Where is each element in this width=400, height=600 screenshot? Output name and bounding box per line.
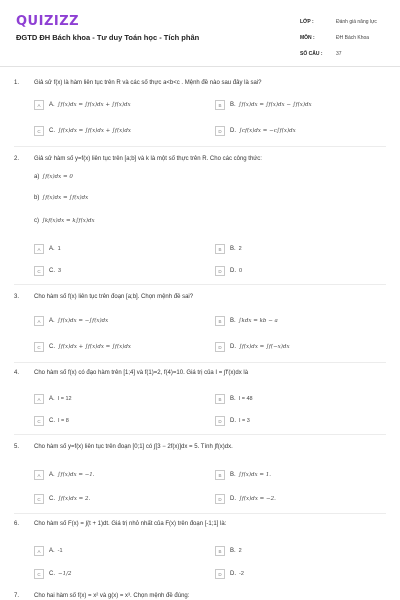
option-expr: ∫f(x)dx + ∫f(x)dx = ∫f(x)dx <box>58 344 131 350</box>
option-key-box: B <box>215 394 225 404</box>
option-key-box: A <box>34 316 44 326</box>
option-expr: I = 12 <box>57 396 72 402</box>
question-text: Giả sử hàm số y=f(x) liên tục trên [a;b] và k là một số thực trên R. Cho các công thức: <box>34 156 262 162</box>
option-1b[interactable] <box>215 100 312 110</box>
option-key-box: A <box>34 394 44 404</box>
option-label: B. <box>230 318 236 324</box>
option-expr: 0 <box>239 268 243 274</box>
option-6a[interactable] <box>34 546 63 556</box>
option-label: D. <box>230 268 236 274</box>
option-key-box: B <box>215 316 225 326</box>
question-text: Cho hàm số F(x) = ∫(t + 1)dt. Giá trị nhỏ nhất của F(x) trên đoạn [-1;1] là: <box>34 521 227 527</box>
option-expr: -2 <box>239 571 244 577</box>
option-expr: -1 <box>57 548 63 554</box>
option-5d[interactable] <box>215 494 276 504</box>
option-expr: 1 <box>57 246 61 252</box>
option-4b[interactable] <box>215 394 253 404</box>
statement-b <box>34 195 88 201</box>
option-label: D. <box>230 571 236 577</box>
option-label: A. <box>49 102 55 108</box>
worksheet-meta <box>300 14 377 62</box>
option-label: D. <box>230 496 236 502</box>
option-2b[interactable] <box>215 244 242 254</box>
header-divider <box>0 66 400 67</box>
option-6c[interactable] <box>34 569 71 579</box>
option-5a[interactable] <box>34 470 95 480</box>
meta-count-row <box>300 46 377 62</box>
option-3d[interactable] <box>215 342 290 352</box>
option-expr: I = 48 <box>238 396 253 402</box>
option-expr: ∫f(x)dx = 1. <box>238 472 271 478</box>
option-label: A. <box>49 472 55 478</box>
option-6b[interactable] <box>215 546 242 556</box>
option-2c[interactable] <box>34 266 61 276</box>
option-label: B. <box>230 472 236 478</box>
meta-label: MÔN : <box>300 35 315 41</box>
question-text: Giả sử f(x) là hàm liên tục trên R và các số thực a<b<c . Mệnh đề nào sau đây là sai? <box>34 80 262 86</box>
option-key-box: D <box>215 266 225 276</box>
option-expr: ∫f(x)dx = ∫f(x)dx + ∫f(x)dx <box>57 102 131 108</box>
question-number: 2. <box>14 156 20 162</box>
question-number: 6. <box>14 521 20 527</box>
option-key-box: B <box>215 470 225 480</box>
option-key-box: C <box>34 266 44 276</box>
question-separator <box>14 146 386 147</box>
option-label: B. <box>230 246 236 252</box>
option-4d[interactable] <box>215 416 250 426</box>
statement-label: a) <box>34 174 40 180</box>
option-expr: I = 8 <box>58 418 69 424</box>
option-label: C. <box>49 128 55 134</box>
option-1a[interactable] <box>34 100 131 110</box>
meta-value: ĐH Bách Khoa <box>336 35 370 41</box>
option-label: D. <box>230 344 236 350</box>
option-label: B. <box>230 396 236 402</box>
question-text: Cho hai hàm số f(x) = x² và g(x) = x³. Chọn mệnh đề đúng: <box>34 593 190 599</box>
option-expr: ∫f(x)dx = ∫f(x)dx − ∫f(x)dx <box>238 102 312 108</box>
option-expr: 3 <box>58 268 62 274</box>
option-key-box: A <box>34 244 44 254</box>
option-5b[interactable] <box>215 470 271 480</box>
option-3a[interactable] <box>34 316 108 326</box>
option-label: A. <box>49 318 55 324</box>
option-key-box: D <box>215 494 225 504</box>
meta-value: 37 <box>336 51 342 57</box>
statement-c <box>34 218 95 224</box>
option-5c[interactable] <box>34 494 90 504</box>
option-key-box: B <box>215 546 225 556</box>
option-4c[interactable] <box>34 416 69 426</box>
option-4a[interactable] <box>34 394 72 404</box>
option-key-box: D <box>215 569 225 579</box>
option-key-box: A <box>34 100 44 110</box>
option-expr: ∫f(x)dx = −1. <box>57 472 95 478</box>
meta-class-row <box>300 14 377 30</box>
option-label: C. <box>49 344 55 350</box>
meta-value: Đánh giá năng lực <box>336 19 377 25</box>
option-key-box: B <box>215 244 225 254</box>
option-expr: I = 3 <box>239 418 250 424</box>
question-number: 3. <box>14 294 20 300</box>
option-key-box: A <box>34 470 44 480</box>
option-label: B. <box>230 548 236 554</box>
question-text: Cho hàm số y=f(x) liên tục trên đoạn [0;1] có ∫[3 − 2f(x)]dx = 5. Tính ∫f(x)dx. <box>34 444 233 450</box>
option-label: A. <box>49 246 55 252</box>
question-text: Cho hàm số f(x) có đạo hàm trên [1;4] và f(1)=2, f(4)=10. Giá trị của I = ∫f′(x)dx là <box>34 370 249 376</box>
option-key-box: D <box>215 126 225 136</box>
statement-expr: ∫f(x)dx = 0 <box>42 174 73 180</box>
option-expr: 2 <box>238 548 242 554</box>
option-label: C. <box>49 268 55 274</box>
option-label: D. <box>230 128 236 134</box>
option-expr: 2 <box>238 246 242 252</box>
option-label: C. <box>49 496 55 502</box>
option-key-box: B <box>215 100 225 110</box>
option-label: C. <box>49 418 55 424</box>
option-key-box: C <box>34 342 44 352</box>
option-label: A. <box>49 396 55 402</box>
option-expr: ∫kdx = kb − a <box>238 318 278 324</box>
option-expr: ∫f(x)dx = ∫f(x)dx + ∫f(x)dx <box>58 128 131 134</box>
option-expr: ∫f(x)dx = −2. <box>239 496 276 502</box>
question-number: 4. <box>14 370 20 376</box>
question-separator <box>14 434 386 435</box>
question-separator <box>14 513 386 514</box>
option-expr: ∫f(x)dx = ∫f(−x)dx <box>239 344 290 350</box>
question-text: Cho hàm số f(x) liên tục trên đoạn [a;b]. Chọn mệnh đề sai? <box>34 294 194 300</box>
option-key-box: C <box>34 494 44 504</box>
worksheet-header <box>0 0 400 70</box>
option-key-box: C <box>34 416 44 426</box>
option-1c[interactable] <box>34 126 131 136</box>
option-3b[interactable] <box>215 316 278 326</box>
option-key-box: D <box>215 342 225 352</box>
option-label: C. <box>49 571 55 577</box>
option-key-box: C <box>34 569 44 579</box>
meta-label: SỐ CÂU : <box>300 51 323 57</box>
statement-expr: ∫kf(x)dx = k∫f(x)dx <box>42 218 95 224</box>
meta-subject-row <box>300 30 377 46</box>
option-1d[interactable] <box>215 126 296 136</box>
option-expr: −1/2 <box>58 571 72 577</box>
quizizz-logo: QUIZIZZ <box>16 14 80 29</box>
question-number: 1. <box>14 80 20 86</box>
meta-label: LỚP : <box>300 19 314 25</box>
option-label: B. <box>230 102 236 108</box>
question-number: 5. <box>14 444 20 450</box>
option-2a[interactable] <box>34 244 61 254</box>
statement-expr: ∫f(x)dx = ∫f(x)dx <box>42 195 89 201</box>
statement-a <box>34 174 73 180</box>
statement-label: c) <box>34 218 39 224</box>
statement-label: b) <box>34 195 40 201</box>
worksheet-title: ĐGTD ĐH Bách khoa - Tư duy Toán học - Tích phân <box>16 33 200 42</box>
option-6d[interactable] <box>215 569 244 579</box>
option-expr: ∫f(x)dx = 2. <box>58 496 91 502</box>
option-expr: ∫f(x)dx = −∫f(x)dx <box>57 318 109 324</box>
option-key-box: D <box>215 416 225 426</box>
option-expr: ∫cf(x)dx = −c∫f(x)dx <box>239 128 296 134</box>
option-2d[interactable] <box>215 266 242 276</box>
option-label: A. <box>49 548 55 554</box>
option-key-box: C <box>34 126 44 136</box>
option-label: D. <box>230 418 236 424</box>
question-separator <box>14 362 386 363</box>
option-key-box: A <box>34 546 44 556</box>
question-number: 7. <box>14 593 20 599</box>
question-separator <box>14 284 386 285</box>
option-3c[interactable] <box>34 342 131 352</box>
